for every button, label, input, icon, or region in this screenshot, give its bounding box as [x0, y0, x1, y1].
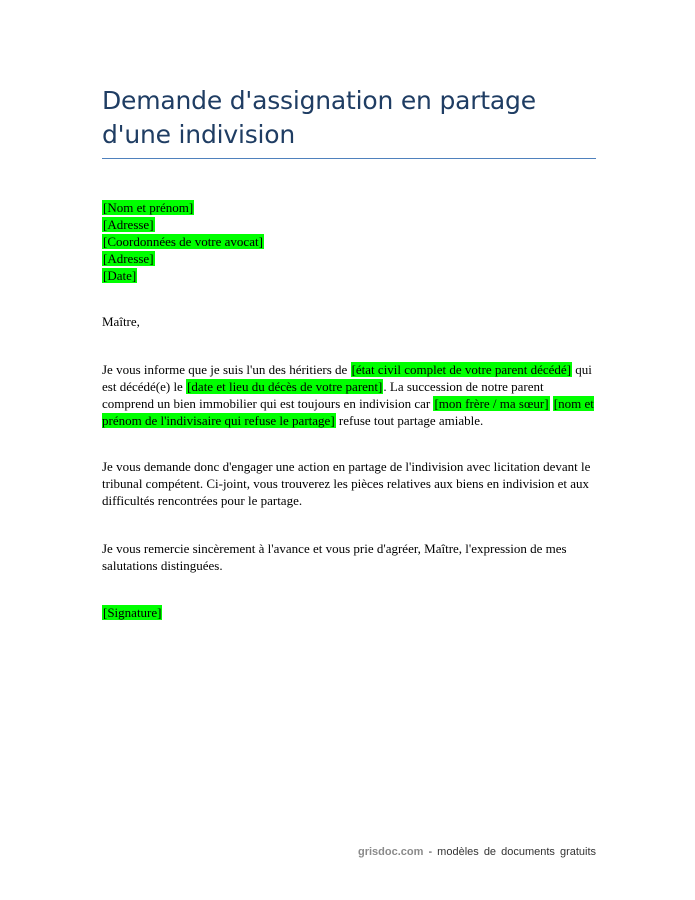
lawyer-address-field: [Adresse]: [103, 251, 154, 266]
title-line-1: Demande d'assignation en partage: [102, 86, 536, 115]
signature-field: [Signature]: [103, 605, 162, 620]
death-date-place-field: [date et lieu du décès de votre parent]: [187, 379, 383, 394]
signature-block: [102, 604, 162, 621]
sender-address-field: [Adresse]: [103, 217, 154, 232]
paragraph-1-text: Je vous informe que je suis l'un des héritiers de: [102, 362, 351, 377]
paragraph-1-text: refuse tout partage amiable.: [335, 413, 484, 428]
salutation: Maître,: [102, 314, 140, 329]
parent-civil-status-field: [état civil complet de votre parent décédé]: [351, 362, 572, 377]
date-field: [Date]: [103, 268, 137, 283]
co-owner-name-field: [nom et prénom de l'indivisaire qui refuse le partage]: [102, 396, 594, 428]
paragraph-1-text: qui est décédé(e) le: [102, 362, 592, 394]
footer-tagline: - modèles de documents gratuits: [423, 846, 597, 858]
sender-block: [102, 199, 264, 284]
document-title: [102, 84, 602, 152]
sender-name-field: [Nom et prénom]: [103, 200, 194, 215]
title-line-2: d'une indivision: [102, 120, 296, 149]
lawyer-contact-field: [Coordonnées de votre avocat]: [103, 234, 263, 249]
footer-site-link[interactable]: grisdoc.com: [358, 846, 424, 858]
footer: [358, 846, 596, 858]
sibling-field: [mon frère / ma sœur]: [434, 396, 549, 411]
paragraph-3: Je vous remercie sincèrement à l'avance et vous prie d'agréer, Maître, l'expression de mes salutations distinguées.: [102, 541, 567, 573]
title-divider: [102, 158, 596, 159]
paragraph-2: Je vous demande donc d'engager une action en partage de l'indivision avec licitation devant le tribunal compétent. Ci-joint, vous trouverez les pièces relatives aux biens en indivision et aux difficultés rencontrées pour le partage.: [102, 459, 591, 508]
paragraph-1-text: . La succession de notre parent comprend un bien immobilier qui est toujours en indivision car: [102, 379, 544, 411]
paragraph-1: [102, 361, 594, 429]
